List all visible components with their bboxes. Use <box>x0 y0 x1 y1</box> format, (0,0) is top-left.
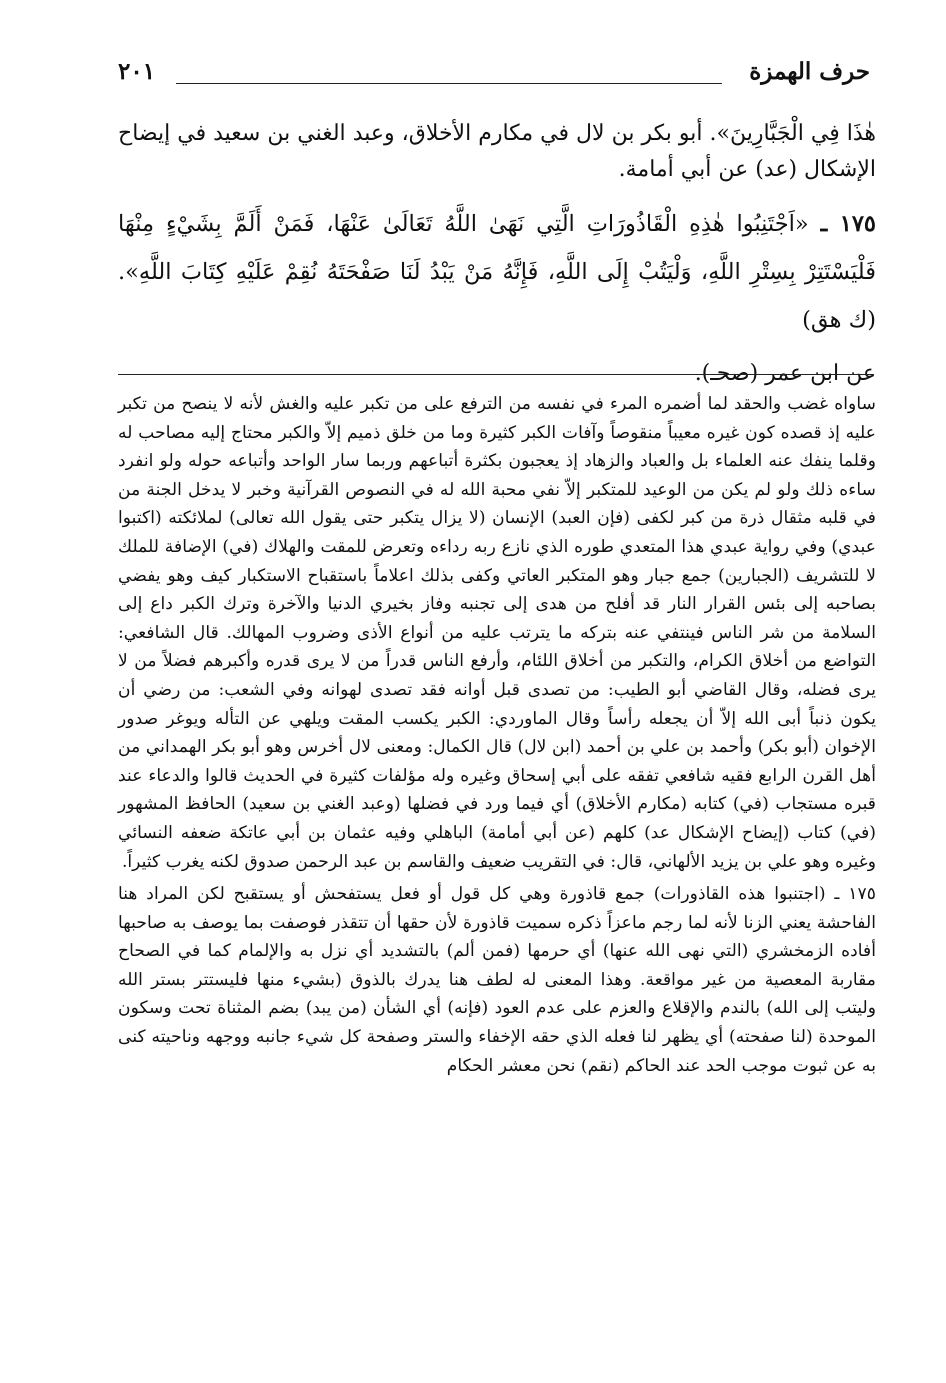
commentary-paragraph: ساواه غضب والحقد لما أضمره المرء في نفسه من الترفع على من تكبر عليه والغش لأنه لا ينصح من تكبر عليه إذ قصده كون غيره معيباً منقوصاً وآفات الكبر كثيرة وما من خلق ذميم إلاّ والكبر محتاج إليه مصاحب له وقلما ينفك عنه العلماء بل والعباد والزهاد إذ يعجبون بكثرة أتباعهم وربما سار الواحد وأتباعه حوله ولو انفرد ساءه ذلك ولو لم يكن من الوعيد للمتكبر إلاّ نفي محبة الله له في النصوص القرآنية وخبر لا يدخل الجنة من في قلبه مثقال ذرة من كبر لكفى (فإن العبد) الإنسان (لا يزال يتكبر حتى يقول الله تعالى) لملائكته (اكتبوا عبدي) وفي رواية عبدي هذا المتعدي طوره الذي نازع ربه رداءه وتعرض للمقت والهلاك (في) الإضافة للملك لا للتشريف (الجبارين) جمع جبار وهو المتكبر العاتي وكفى بذلك اعلاماً باستقباح الاستكبار كيف وهو يفضي بصاحبه إلى بئس القرار النار قد أفلح من هدى إلى تجنبه وفاز بخيري الدنيا والآخرة وترك الكبر داع إلى السلامة من شر الناس فينتفي عنه بتركه ما يترتب عليه من أنواع الأذى وضروب المهالك. قال الشافعي: التواضع من أخلاق الكرام، والتكبر من أخلاق اللئام، وأرفع الناس قدراً من لا يرى قدره وأكبرهم فضلاً من لا يرى فضله، وقال القاضي أبو الطيب: من تصدى قبل أوانه فقد تصدى لهوانه وفي الشعب: من رضي أن يكون ذنباً أبى الله إلاّ أن يجعله رأساً وقال الماوردي: الكبر يكسب المقت ويلهي عن التأله ويوغر صدور الإخوان (أبو بكر) وأحمد بن علي بن أحمد (ابن لال) قال الكمال: ومعنى لال أخرس وهو أبو بكر الهمداني من أهل القرن الرابع فقيه شافعي تفقه على أبي إسحاق وغيره وله مؤلفات كثيرة في الحديث قالوا والدعاء عند قبره مستجاب (في) كتابه (مكارم الأخلاق) أي فيما ورد في فضلها (وعبد الغني بن سعيد) الحافظ المشهور (في) كتاب (إيضاح الإشكال عد) كلهم (عن أبي أمامة) الباهلي وفيه عثمان بن أبي عاتكة ضعفه النسائي وغيره وهو علي بن يزيد الألهاني، قال: في التقريب ضعيف والقاسم بن عبد الرحمن صدوق لكنه يغرب كثيراً. <box>118 394 876 872</box>
hadith-source: عن ابن عمر (صحـ). <box>694 361 876 386</box>
main-text <box>118 116 876 404</box>
hadith-number: ١٧٥ ـ <box>820 211 876 237</box>
footnote-separator <box>118 374 874 375</box>
commentary <box>118 390 876 1084</box>
commentary-paragraph-175: ١٧٥ ـ (اجتنبوا هذه القاذورات) جمع قاذورة وهي كل قول أو فعل يستفحش أو يستقبح لكن المراد هنا الفاحشة يعني الزنا لأنه لما رجم ماعزاً ذكره سميت قاذورة لأن حقها أن تتقذر فوصفت بما يوصف به صاحبها أفاده الزمخشري (التي نهى الله عنها) أي حرمها (فمن ألم) بالتشديد أي نزل به والإلمام كما في الصحاح مقاربة المعصية من غير مواقعة. وهذا المعنى له لطف هنا يدرك بالذوق (بشيء منها فليستتر بستر الله وليتب إلى الله) بالندم والإقلاع والعزم على عدم العود (فإنه) أي الشأن (من يبد) بضم المثناة تحت وسكون الموحدة (لنا صفحته) أي يظهر لنا فعله الذي حقه الإخفاء والستر وصفحة كل شيء جانبه ووجهه وناحيته كنى به عن ثبوت موجب الحد عند الحاكم (نقم) نحن معشر الحكام <box>118 884 876 1076</box>
continuation-paragraph: هٰذَا فِي الْجَبَّارِينَ». أبو بكر بن لال في مكارم الأخلاق، وعبد الغني بن سعيد في إيضاح الإشكال (عد) عن أبي أمامة. <box>118 121 876 182</box>
header-rule <box>176 83 722 84</box>
running-title: حرف الهمزة <box>749 58 870 85</box>
page-header <box>118 58 870 98</box>
hadith-paragraph <box>118 200 876 344</box>
page-number: ٢٠١ <box>118 58 156 85</box>
hadith-text: «اَجْتَنِبُوا هٰذِهِ الْقَاذُورَاتِ الَّتِي نَهَىٰ اللَّهُ تَعَالَىٰ عَنْهَا، فَمَنْ أَلَمَّ بِشَيْءٍ مِنْهَا فَلْيَسْتَتِرْ بِسِتْرِ اللَّهِ، وَلْيَتُبْ إِلَى اللَّهِ، فَإِنَّهُ مَنْ يَبْدُ لَنَا صَفْحَتَهُ نُقِمْ عَلَيْهِ كِتَابَ اللَّهِ». (ك هق) <box>118 211 876 333</box>
